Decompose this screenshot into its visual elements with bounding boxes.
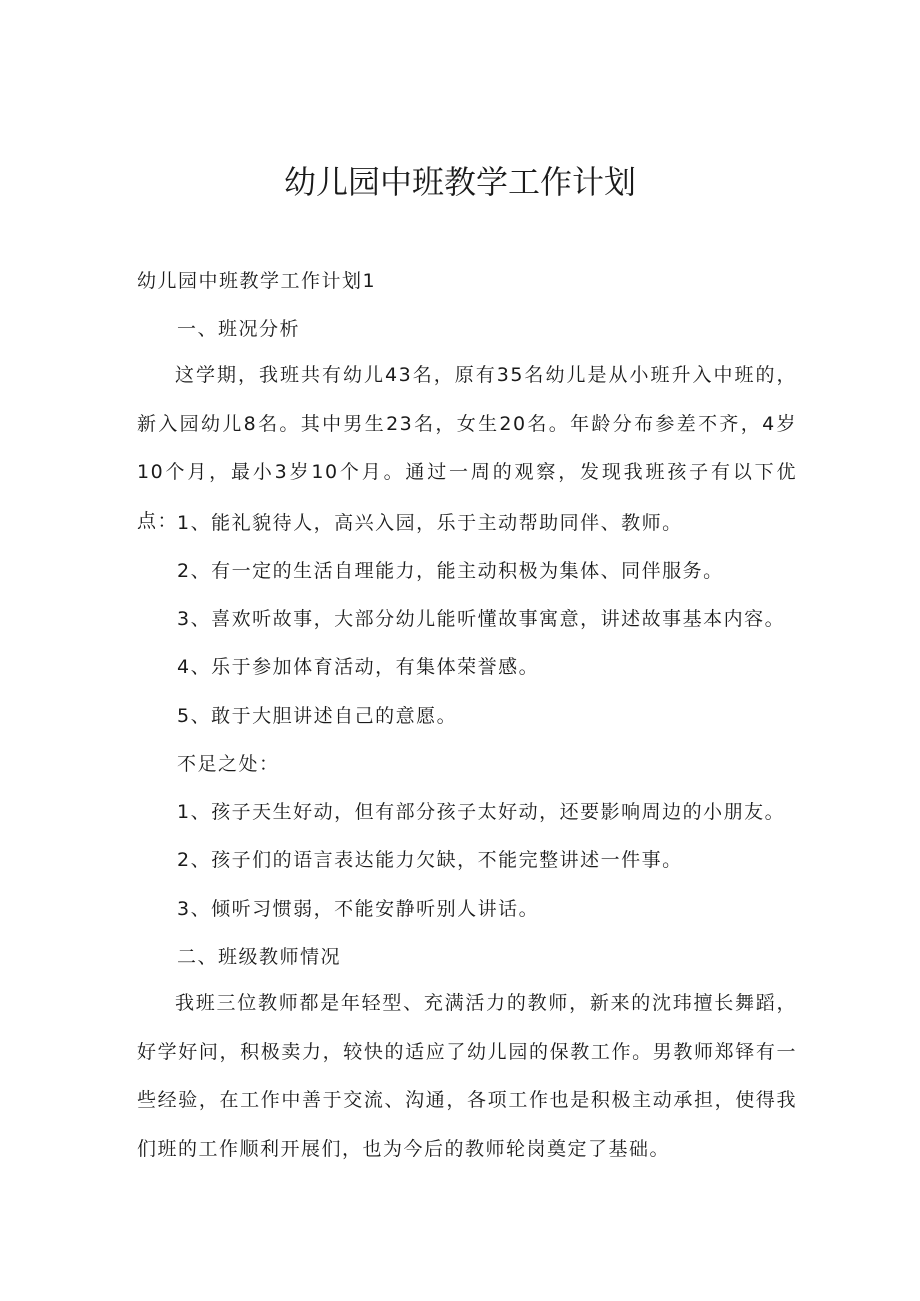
section-heading-teachers: 二、班级教师情况 bbox=[177, 946, 342, 968]
list-item-strength: 5、敢于大胆讲述自己的意愿。 bbox=[177, 705, 458, 727]
list-item-strength: 4、乐于参加体育活动，有集体荣誉感。 bbox=[177, 656, 540, 678]
list-item-weakness: 1、孩子天生好动，但有部分孩子太好动，还要影响周边的小朋友。 bbox=[177, 801, 786, 823]
list-item-strength: 1、能礼貌待人，高兴入园，乐于主动帮助同伴、教师。 bbox=[177, 512, 683, 534]
document-subtitle: 幼儿园中班教学工作计划1 bbox=[137, 270, 377, 292]
paragraph-class-overview: 这学期，我班共有幼儿43名，原有35名幼儿是从小班升入中班的，新入园幼儿8名。其中男生23名，女生20名。年龄分布参差不齐，4岁10个月，最小3岁10个月。通过一周的观察，发现我班孩子有以下优点： bbox=[137, 364, 797, 532]
list-item-strength: 2、有一定的生活自理能力，能主动积极为集体、同伴服务。 bbox=[177, 560, 724, 582]
paragraph-teachers: 我班三位教师都是年轻型、充满活力的教师，新来的沈玮擅长舞蹈，好学好问，积极卖力，较快的适应了幼儿园的保教工作。男教师郑铎有一些经验，在工作中善于交流、沟通，各项工作也是积极主动承担，使得我们班的工作顺利开展们，也为今后的教师轮岗奠定了基础。 bbox=[137, 992, 797, 1160]
document-title: 幼儿园中班教学工作计划 bbox=[283, 163, 636, 201]
list-item-weakness: 3、倾听习惯弱，不能安静听别人讲话。 bbox=[177, 898, 540, 920]
list-item-strength: 3、喜欢听故事，大部分幼儿能听懂故事寓意，讲述故事基本内容。 bbox=[177, 608, 786, 630]
list-item-weakness: 2、孩子们的语言表达能力欠缺，不能完整讲述一件事。 bbox=[177, 849, 683, 871]
weakness-heading: 不足之处： bbox=[177, 753, 280, 775]
section-heading-class-analysis: 一、班况分析 bbox=[177, 318, 301, 340]
